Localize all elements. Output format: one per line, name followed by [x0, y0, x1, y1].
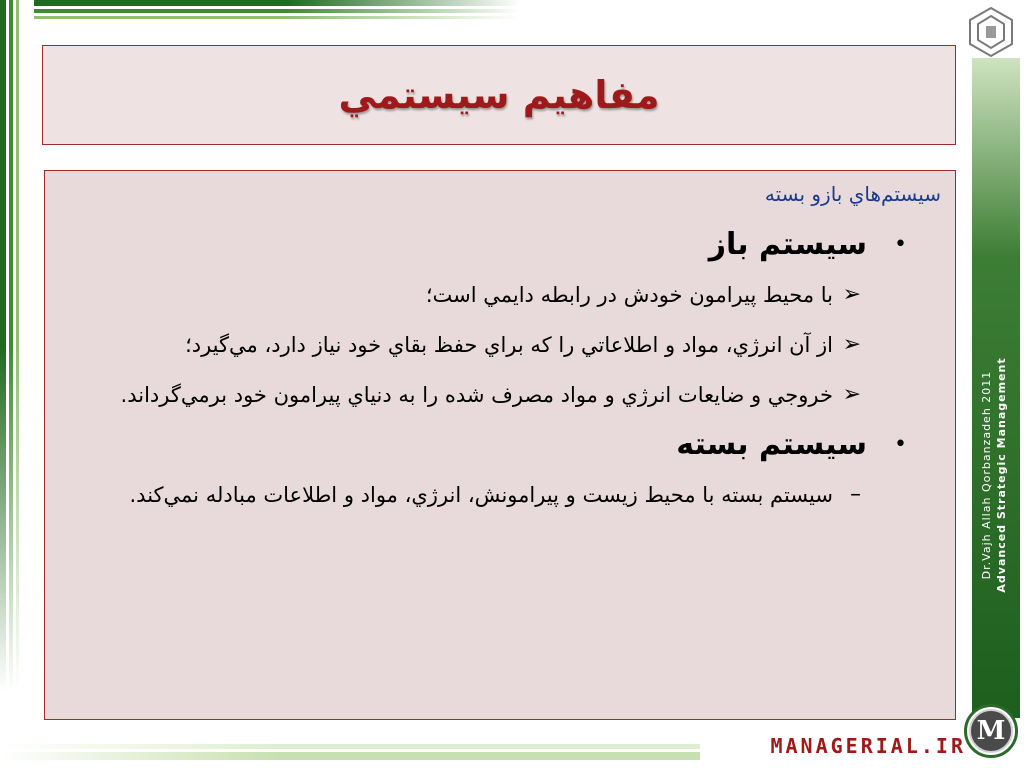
bullet-dot-icon: • [894, 232, 907, 257]
title-box [42, 45, 956, 145]
list-item-text: سيستم بسته با محيط زيست و پيرامونش، انرژي، مواد و اطلاعات مبادله نمي‌كند. [129, 483, 833, 507]
bullet-dot-icon: • [894, 432, 907, 457]
managerial-logo-icon [964, 704, 1018, 758]
list-item-text: خروجي و ضايعات انرژي و مواد مصرف شده را به دنياي پيرامون خود برمي‌گرداند. [120, 383, 833, 407]
sidebar-credits [979, 345, 1013, 605]
bullet-heading: سيستم بسته [676, 427, 867, 462]
decorative-stripes-top [0, 0, 520, 34]
list-item-text: از آن انرژي، مواد و اطلاعاتي را كه براي حفظ بقاي خود نياز دارد، مي‌گيرد؛ [185, 333, 833, 357]
slide-title: مفاهيم سيستمي [338, 73, 660, 117]
list-item [65, 273, 861, 317]
slide-subtitle: سيستم‌هاي بازو بسته [764, 182, 941, 206]
decorative-stripes-bottom [0, 744, 700, 760]
sidebar [970, 58, 1020, 718]
arrow-bullet-icon: ➢ [842, 282, 861, 307]
university-logo-icon [968, 6, 1014, 58]
bullet-open-system [65, 223, 907, 267]
dash-bullet-icon: – [850, 482, 861, 507]
arrow-bullet-icon: ➢ [842, 332, 861, 357]
logo-letter: M [969, 709, 1013, 753]
list-item [65, 323, 861, 367]
list-item [65, 473, 861, 517]
list-item-text: با محيط پيرامون خودش در رابطه دايمي است؛ [425, 283, 833, 307]
author-credit: Dr.Vajh Allah Qorbanzadeh 2011 [980, 370, 993, 580]
content-box [44, 170, 956, 720]
course-credit: Advanced Strategic Management [995, 357, 1008, 593]
list-item [65, 373, 861, 417]
arrow-bullet-icon: ➢ [842, 382, 861, 407]
decorative-stripes-left [0, 0, 34, 768]
bullet-heading: سيستم باز [708, 227, 867, 262]
bullet-closed-system [65, 423, 907, 467]
site-name: MANAGERIAL.IR [770, 734, 966, 758]
